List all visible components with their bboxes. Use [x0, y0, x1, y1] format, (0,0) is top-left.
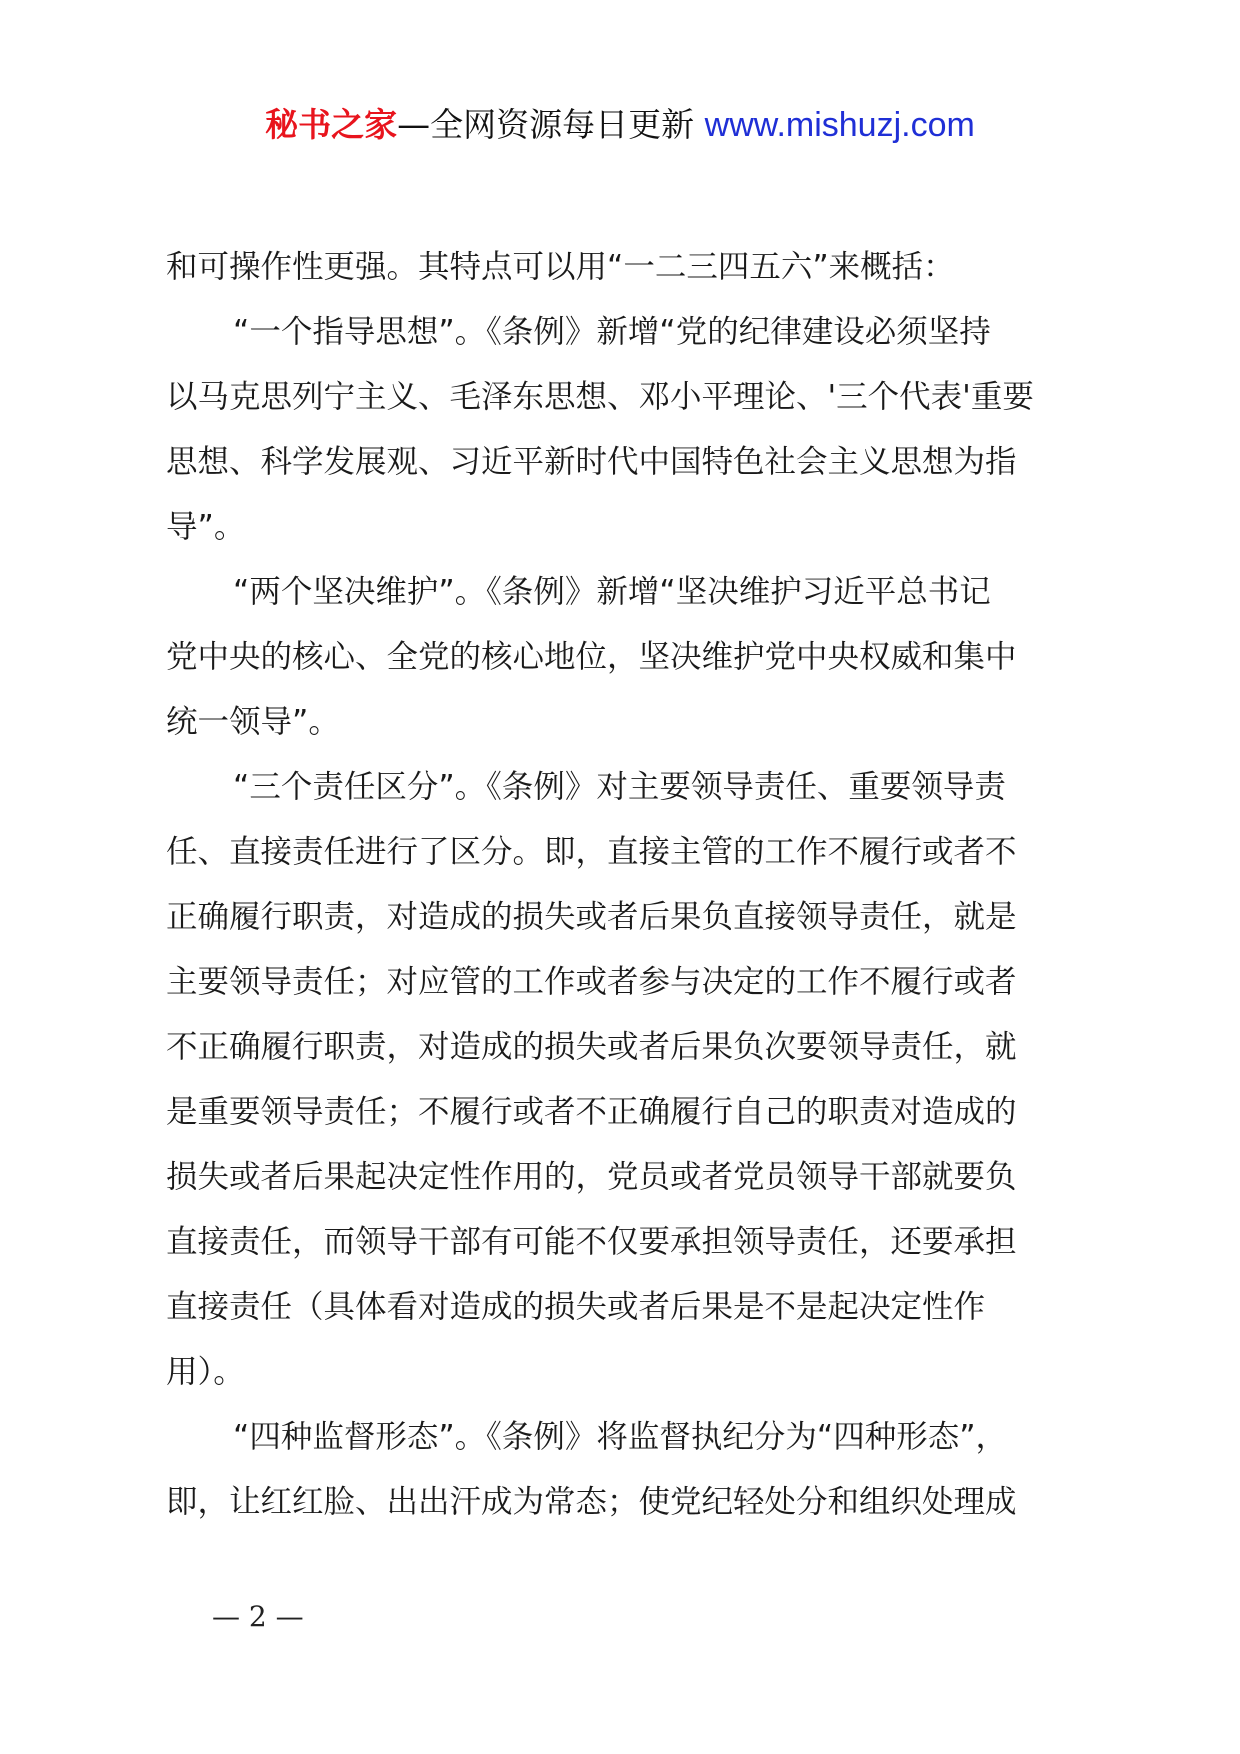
text-line: 即，让红红脸、出出汗成为常态；使党纪轻处分和组织处理成: [166, 1484, 1017, 1520]
document-body: [166, 235, 1096, 1535]
text-line: 思想、科学发展观、习近平新时代中国特色社会主义思想为指: [166, 444, 1017, 480]
text-line: 用）。: [166, 1354, 245, 1390]
text-line: 和可操作性更强。其特点可以用“一二三四五六”来概括：: [166, 249, 955, 285]
text-line: 直接责任（具体看对造成的损失或者后果是不是起决定性作: [166, 1289, 986, 1325]
paragraph-start-line: “一个指导思想”。《条例》新增“党的纪律建设必须坚持: [233, 314, 991, 350]
site-header: [0, 100, 1240, 150]
paragraph-start-line: “三个责任区分”。《条例》对主要领导责任、重要领导责: [233, 769, 1006, 805]
brand-name: 秘书之家: [265, 105, 398, 144]
text-line: 直接责任，而领导干部有可能不仅要承担领导责任，还要承担: [166, 1224, 1017, 1260]
page-number: — 2 —: [212, 1600, 304, 1633]
paragraph-start-line: “四种监督形态”。《条例》将监督执纪分为“四种形态”，: [233, 1419, 1008, 1455]
text-line: 任、直接责任进行了区分。即，直接主管的工作不履行或者不: [166, 834, 1017, 870]
text-line: 正确履行职责，对造成的损失或者后果负直接领导责任，就是: [166, 899, 1017, 935]
paragraph-start-line: “两个坚决维护”。《条例》新增“坚决维护习近平总书记: [233, 574, 991, 610]
text-line: 统一领导”。: [166, 704, 340, 740]
text-line: 是重要领导责任；不履行或者不正确履行自己的职责对造成的: [166, 1094, 1017, 1130]
header-tagline: —全网资源每日更新: [397, 105, 705, 144]
text-line: 以马克思列宁主义、毛泽东思想、邓小平理论、'三个代表'重要: [166, 379, 1034, 415]
site-url-link[interactable]: www.mishuzj.com: [704, 106, 975, 144]
text-line: 损失或者后果起决定性作用的，党员或者党员领导干部就要负: [166, 1159, 1017, 1195]
text-line: 主要领导责任；对应管的工作或者参与决定的工作不履行或者: [166, 964, 1017, 1000]
text-line: 导”。: [166, 509, 246, 545]
text-line: 不正确履行职责，对造成的损失或者后果负次要领导责任，就: [166, 1029, 1017, 1065]
text-line: 党中央的核心、全党的核心地位，坚决维护党中央权威和集中: [166, 639, 1017, 675]
